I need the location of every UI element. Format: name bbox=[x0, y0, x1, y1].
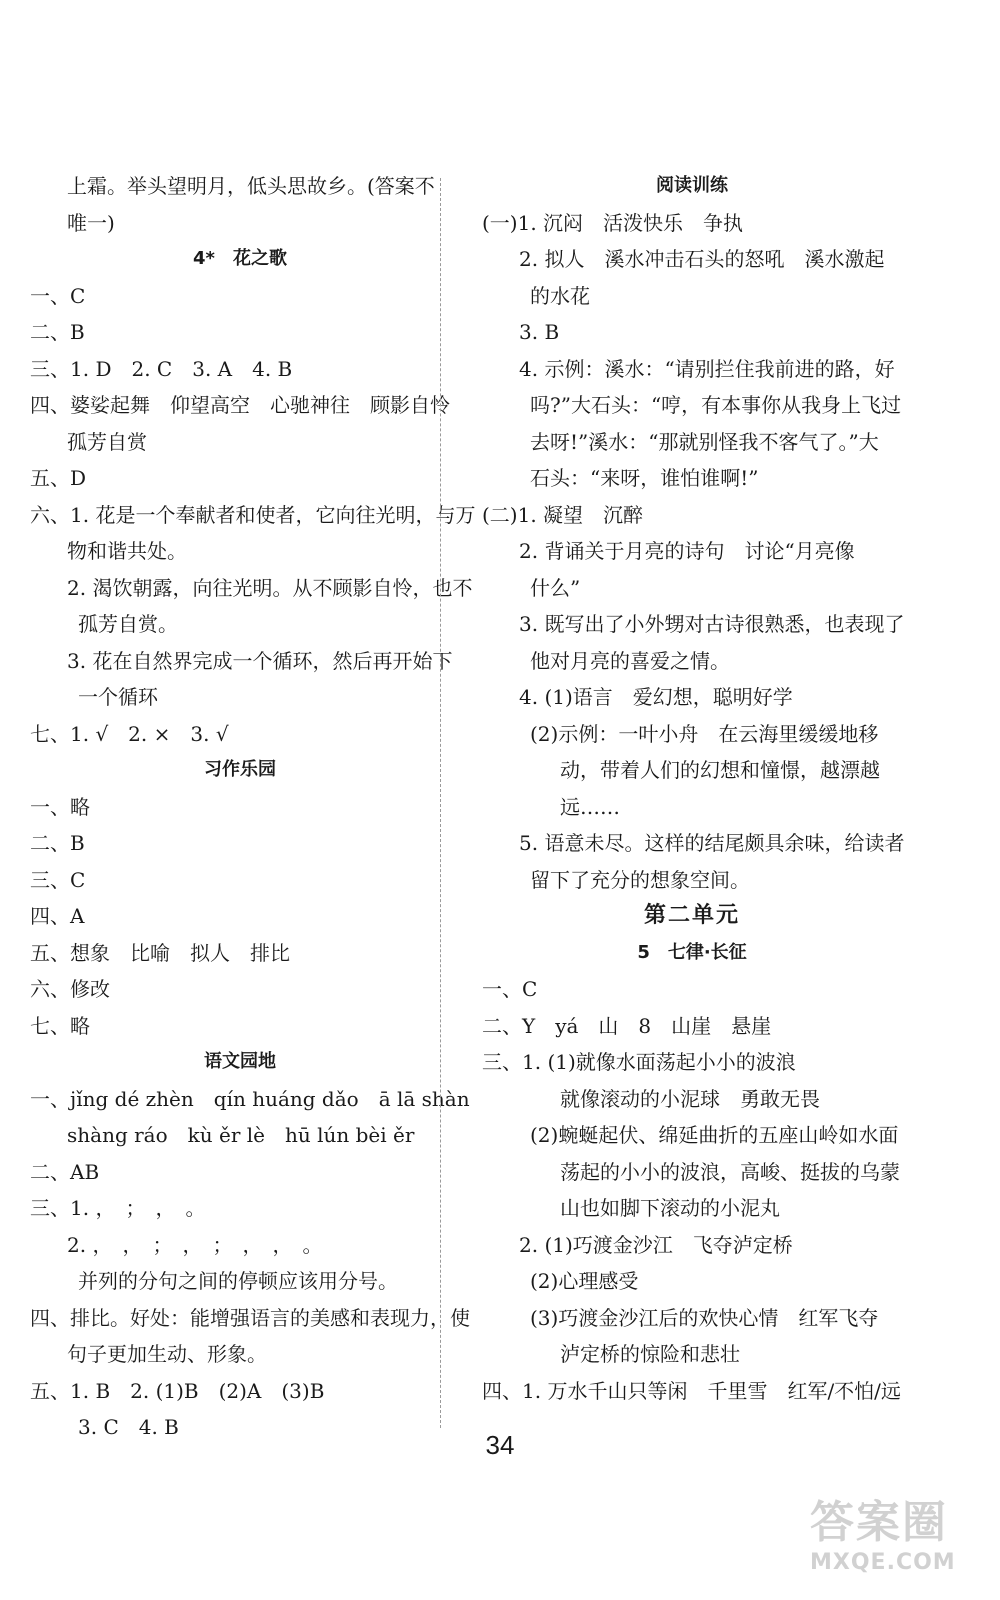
answer-line: 2. 拟人 溪水冲击石头的怒吼 溪水激起 bbox=[519, 247, 885, 271]
answer-line: 4. (1)语言 爱幻想，聪明好学 bbox=[519, 685, 793, 709]
answer-line: (2)示例：一叶小舟 在云海里缓缓地移 bbox=[530, 721, 879, 746]
answer-line: 四、婆娑起舞 仰望高空 心驰神往 顾影自怜 bbox=[30, 393, 450, 417]
answer-line: 5. 语意未尽。这样的结尾颇具余味，给读者 bbox=[519, 831, 905, 855]
answer-line: 物和谐共处。 bbox=[67, 539, 187, 563]
answer-line: 一、C bbox=[482, 977, 538, 1001]
answer-line: 并列的分句之间的停顿应该用分号。 bbox=[78, 1269, 398, 1293]
answer-line: 二、B bbox=[30, 831, 85, 855]
answer-line: 4. 示例：溪水：“请别拦住我前进的路，好 bbox=[519, 356, 895, 381]
section-heading: 5 七律·长征 bbox=[637, 941, 747, 963]
answer-line: 四、1. 万水千山只等闲 千里雪 红军/不怕/远 bbox=[482, 1378, 901, 1403]
answer-line: 一个循环 bbox=[78, 685, 158, 709]
answer-line: 一、略 bbox=[30, 794, 90, 819]
answer-line: 去呀!”溪水：“那就别怪我不客气了。”大 bbox=[530, 429, 879, 454]
answer-line: 上霜。举头望明月，低头思故乡。(答案不 bbox=[67, 174, 435, 198]
answer-line: 3. C 4. B bbox=[78, 1415, 179, 1439]
answer-line: 二、Y yá 山 8 山崖 悬崖 bbox=[482, 1013, 772, 1038]
answer-line: 一、C bbox=[30, 283, 86, 308]
answer-line: 唯一) bbox=[67, 210, 115, 235]
answer-line: 一、jǐng dé zhèn qín huáng dǎo ā lā shàn bbox=[30, 1086, 470, 1111]
column-divider bbox=[440, 178, 441, 1428]
answer-line: 三、1. D 2. C 3. A 4. B bbox=[30, 356, 293, 381]
answer-line: 三、1. (1)就像水面荡起小小的波浪 bbox=[482, 1050, 796, 1074]
answer-line: 石头：“来呀，谁怕谁啊!” bbox=[530, 466, 759, 490]
section-heading: 第二单元 bbox=[643, 903, 740, 928]
section-heading: 习作乐园 bbox=[204, 759, 276, 780]
answer-line: 四、排比。好处：能增强语言的美感和表现力，使 bbox=[30, 1305, 470, 1330]
section-heading: 语文园地 bbox=[204, 1051, 276, 1072]
page-number: 34 bbox=[485, 1430, 515, 1460]
answer-line: 四、A bbox=[30, 904, 85, 928]
answer-line: 泸定桥的惊险和悲壮 bbox=[560, 1342, 740, 1366]
watermark-text: 答案圈 bbox=[810, 1497, 948, 1548]
answer-line: (2)蜿蜒起伏、绵延曲折的五座山岭如水面 bbox=[530, 1123, 899, 1147]
answer-line: 3. 既写出了小外甥对古诗很熟悉，也表现了 bbox=[519, 612, 905, 636]
answer-line: 六、修改 bbox=[30, 977, 110, 1001]
answer-line: 2. 背诵关于月亮的诗句 讨论“月亮像 bbox=[519, 539, 855, 563]
answer-line: (2)心理感受 bbox=[530, 1269, 639, 1293]
answer-line: shàng ráo kù ěr lè hū lún bèi ěr bbox=[67, 1123, 415, 1147]
answer-line: 五、想象 比喻 拟人 排比 bbox=[30, 940, 290, 965]
answer-line: 孤芳自赏 bbox=[67, 429, 147, 454]
answer-line: 三、C bbox=[30, 867, 86, 892]
answer-line: 留下了充分的想象空间。 bbox=[530, 867, 750, 892]
answer-line: 2. 渴饮朝露，向往光明。从不顾影自怜，也不 bbox=[67, 575, 473, 600]
answer-line: 句子更加生动、形象。 bbox=[67, 1342, 267, 1366]
answer-line: 吗?”大石头：“哼，有本事你从我身上飞过 bbox=[530, 393, 902, 417]
section-heading: 阅读训练 bbox=[656, 175, 728, 196]
answer-line: 二、AB bbox=[30, 1159, 100, 1184]
left-column bbox=[30, 168, 476, 1446]
section-heading: 4* 花之歌 bbox=[193, 248, 287, 269]
answer-line: 2. ， ， ； ， ； ， ， 。 bbox=[67, 1232, 323, 1257]
answer-line: 2. (1)巧渡金沙江 飞夺泸定桥 bbox=[519, 1232, 793, 1257]
answer-line: 五、1. B 2. (1)B (2)A (3)B bbox=[30, 1378, 325, 1403]
answer-line: 七、1. √ 2. × 3. √ bbox=[30, 721, 229, 746]
watermark-url: MXQE.COM bbox=[810, 1550, 956, 1575]
answer-line: (一)1. 沉闷 活泼快乐 争执 bbox=[482, 210, 744, 235]
right-column bbox=[482, 168, 905, 1409]
answer-line: 的水花 bbox=[530, 283, 590, 308]
answer-line: 六、1. 花是一个奉献者和使者，它向往光明，与万 bbox=[30, 502, 476, 527]
answer-line: 什么” bbox=[530, 575, 581, 600]
answer-line: 动，带着人们的幻想和憧憬，越漂越 bbox=[560, 758, 880, 782]
answer-line: (二)1. 凝望 沉醉 bbox=[482, 502, 644, 527]
answer-line: 山也如脚下滚动的小泥丸 bbox=[560, 1196, 780, 1220]
answer-line: 三、1. ， ； ， 。 bbox=[30, 1196, 206, 1220]
answer-line: 二、B bbox=[30, 320, 85, 344]
answer-line: (3)巧渡金沙江后的欢快心情 红军飞夺 bbox=[530, 1305, 879, 1330]
watermark-logo bbox=[810, 1486, 980, 1596]
answer-line: 五、D bbox=[30, 466, 87, 490]
answer-line: 他对月亮的喜爱之情。 bbox=[530, 648, 730, 673]
answer-line: 就像滚动的小泥球 勇敢无畏 bbox=[560, 1086, 820, 1111]
answer-line: 孤芳自赏。 bbox=[78, 612, 178, 636]
answer-line: 3. B bbox=[519, 320, 560, 344]
answer-line: 荡起的小小的波浪，高峻、挺拔的乌蒙 bbox=[560, 1159, 900, 1184]
answer-line: 3. 花在自然界完成一个循环，然后再开始下 bbox=[67, 648, 453, 673]
answer-line: 远…… bbox=[560, 794, 620, 819]
answer-line: 七、略 bbox=[30, 1013, 90, 1038]
